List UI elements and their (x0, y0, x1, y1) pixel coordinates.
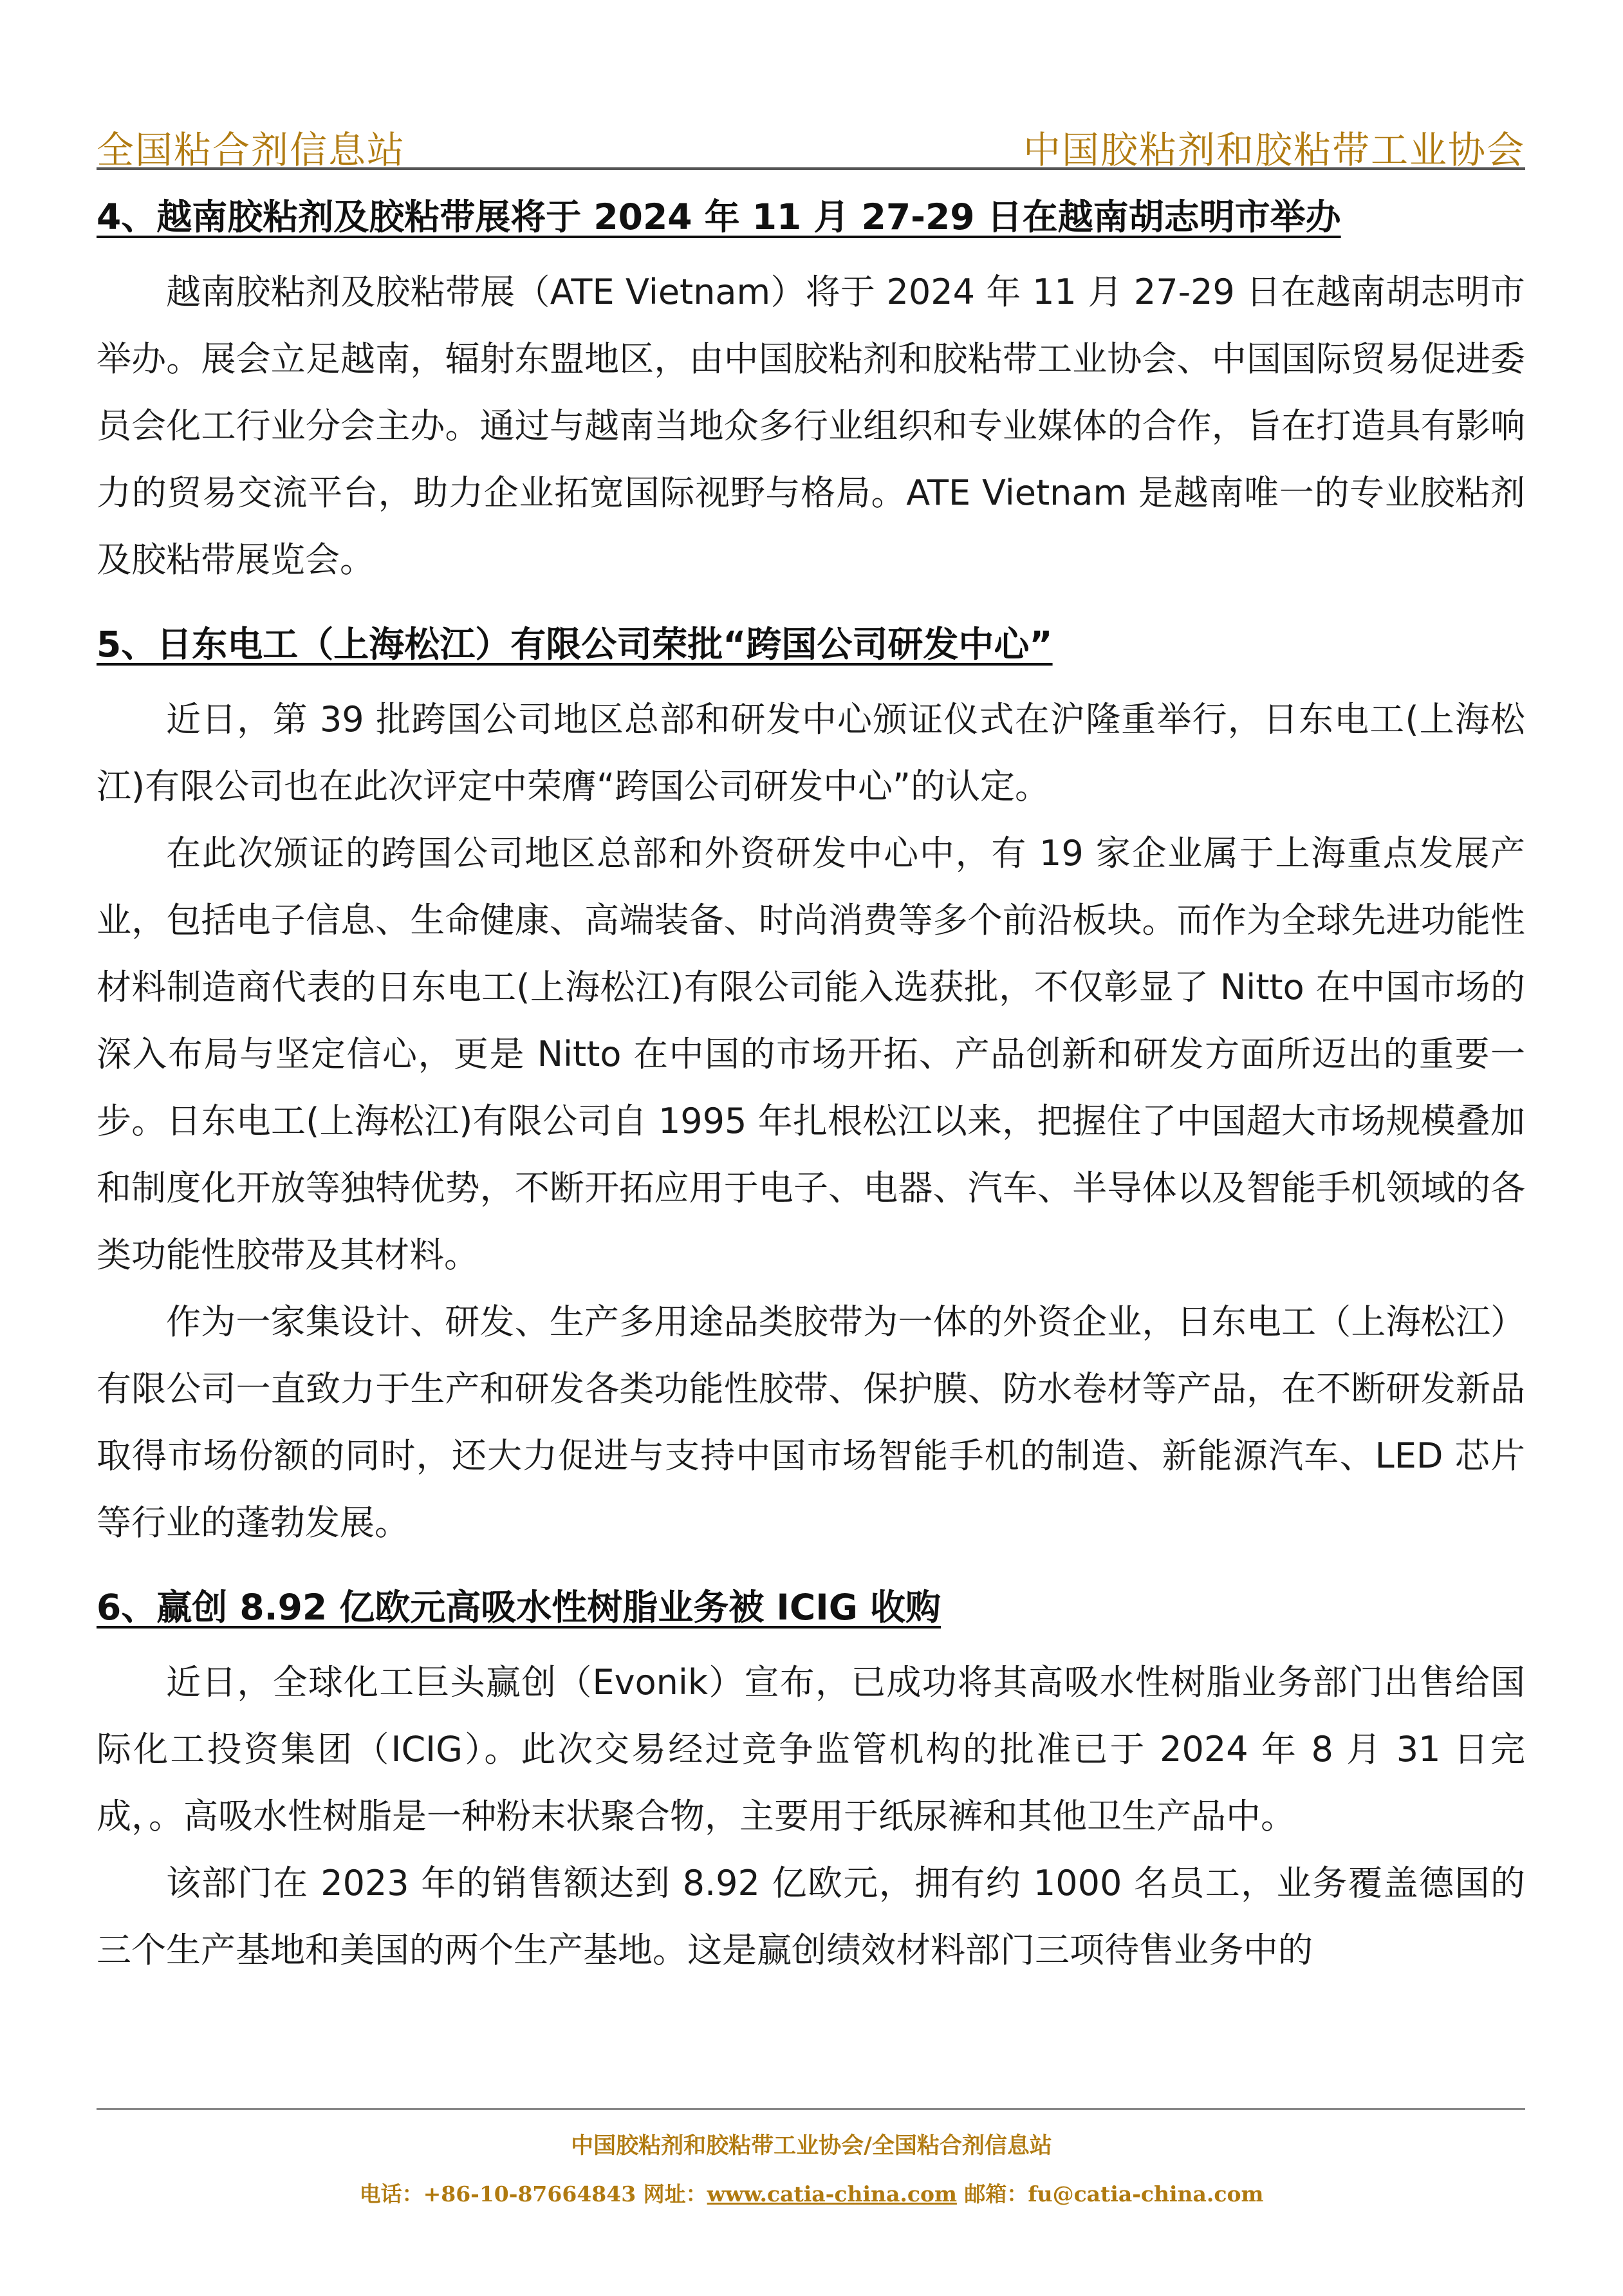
header-association-name: 中国胶粘剂和胶粘带工业协会 (1023, 128, 1525, 172)
page-header (97, 116, 1525, 170)
section-title: 4、越南胶粘剂及胶粘带展将于 2024 年 11 月 27-29 日在越南胡志明市举办 (97, 196, 1341, 238)
paragraph: 越南胶粘剂及胶粘带展（ATE Vietnam）将于 2024 年 11 月 27-29 日在越南胡志明市举办。展会立足越南，辐射东盟地区，由中国胶粘剂和胶粘带工业协会、中国国际贸易促进委员会化工行业分会主办。通过与越南当地众多行业组织和专业媒体的合作，旨在打造具有影响力的贸易交流平台，助力企业拓宽国际视野与格局。ATE Vietnam 是越南唯一的专业胶粘剂及胶粘带展览会。 (97, 272, 1525, 580)
footer-contact (0, 2178, 1623, 2208)
footer-organization: 中国胶粘剂和胶粘带工业协会/全国粘合剂信息站 (571, 2133, 1052, 2159)
section-title: 5、日东电工（上海松江）有限公司荣批“跨国公司研发中心” (97, 624, 1053, 665)
article-content (97, 193, 1525, 1984)
news-section-4 (97, 193, 1525, 593)
paragraph: 在此次颁证的跨国公司地区总部和外资研发中心中，有 19 家企业属于上海重点发展产业，包括电子信息、生命健康、高端装备、时尚消费等多个前沿板块。而作为全球先进功能性材料制造商代表的日东电工(上海松江)有限公司能入选获批，不仅彰显了 Nitto 在中国市场的深入布局与坚定信心，更是 Nitto 在中国的市场开拓、产品创新和研发方面所迈出的重要一步。日东电工(上海松江)有限公司自 1995 年扎根松江以来，把握住了中国超大市场规模叠加和制度化开放等独特优势，不断开拓应用于电子、电器、汽车、半导体以及智能手机领域的各类功能性胶带及其材料。 (97, 833, 1525, 1275)
footer-phone: 电话：+86-10-87664843 网址： (359, 2181, 707, 2207)
paragraph: 近日，第 39 批跨国公司地区总部和研发中心颁证仪式在沪隆重举行，日东电工(上海松江)有限公司也在此次评定中荣膺“跨国公司研发中心”的认定。 (97, 699, 1525, 807)
section-title: 6、赢创 8.92 亿欧元高吸水性树脂业务被 ICIG 收购 (97, 1587, 941, 1628)
website-link[interactable]: www.catia-china.com (707, 2181, 957, 2207)
news-section-5 (97, 621, 1525, 1556)
footer-divider (97, 2108, 1525, 2110)
paragraph: 作为一家集设计、研发、生产多用途品类胶带为一体的外资企业，日东电工（上海松江）有限公司一直致力于生产和研发各类功能性胶带、保护膜、防水卷材等产品，在不断研发新品取得市场份额的同时，还大力促进与支持中国市场智能手机的制造、新能源汽车、LED 芯片等行业的蓬勃发展。 (97, 1302, 1525, 1543)
news-section-6 (97, 1583, 1525, 1984)
paragraph: 近日，全球化工巨头赢创（Evonik）宣布，已成功将其高吸水性树脂业务部门出售给国际化工投资集团（ICIG）。此次交易经过竞争监管机构的批准已于 2024 年 8 月 31 日完成，。高吸水性树脂是一种粉末状聚合物，主要用于纸尿裤和其他卫生产品中。 (97, 1662, 1525, 1836)
footer-email: 邮箱：fu@catia-china.com (956, 2181, 1264, 2207)
header-site-name: 全国粘合剂信息站 (97, 128, 406, 172)
paragraph: 该部门在 2023 年的销售额达到 8.92 亿欧元，拥有约 1000 名员工，业务覆盖德国的三个生产基地和美国的两个生产基地。这是赢创绩效材料部门三项待售业务中的 (97, 1863, 1525, 1970)
